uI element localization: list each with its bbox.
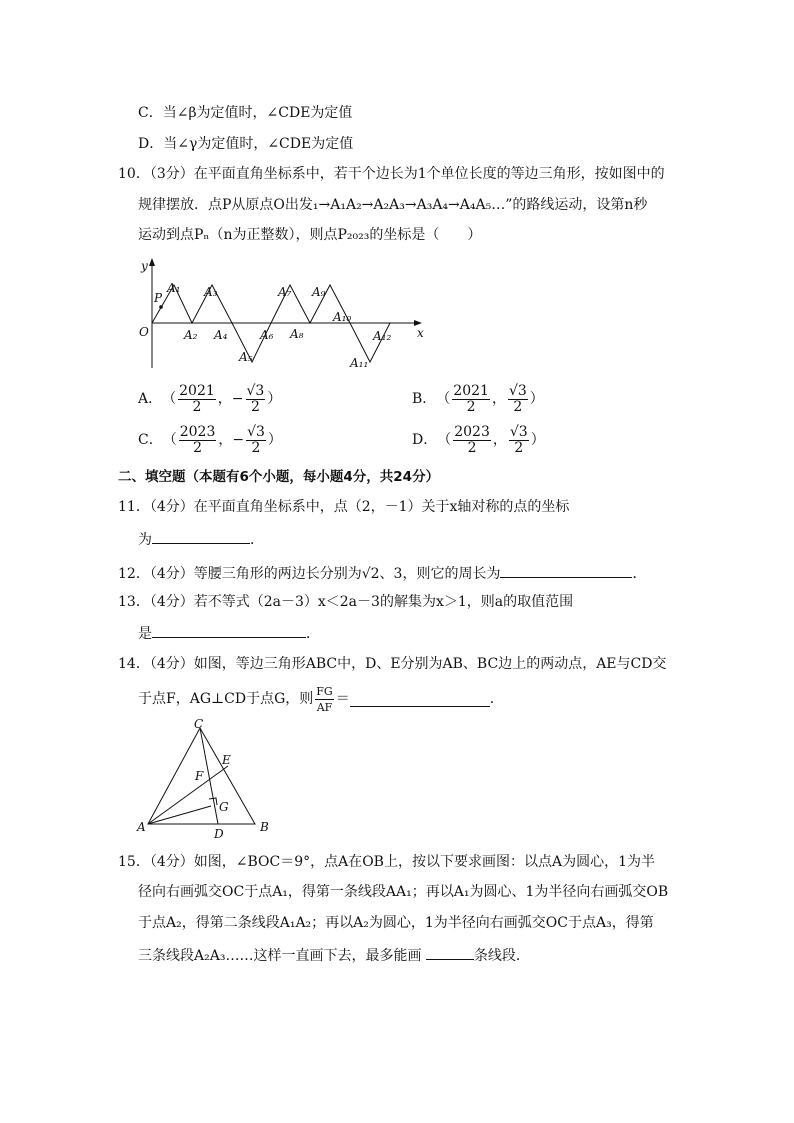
q10-option-d: [412, 422, 545, 458]
option-d-y-den: 2: [514, 439, 524, 456]
close-paren: ）: [267, 391, 282, 407]
q14-e-label: E: [222, 753, 231, 767]
q15-line-4: [138, 944, 530, 966]
q15-prefix: 三条线段A₂A₃……这样一直画下去，最多能画: [138, 948, 422, 964]
q10-a9-label: A₉: [312, 285, 326, 299]
option-c-y-den: 2: [251, 439, 261, 456]
comma: ，: [218, 432, 233, 448]
option-d-y-fraction: [509, 425, 529, 456]
q10-a11-label: A₁₁: [350, 356, 369, 370]
q11-prefix: 为: [138, 532, 152, 548]
option-c-x-den: 2: [193, 439, 202, 456]
option-a-minus: −: [231, 391, 244, 407]
q10-a4-label: A₄: [214, 328, 228, 342]
option-c-y-num: √3: [247, 423, 265, 440]
option-b-x-num: 2021: [453, 382, 489, 399]
q15-line-2: 径向右画弧交OC于点A₁，得第一条线段AA₁；再以A₁为圆心、1为半径向右画弧交OB: [138, 884, 669, 900]
q15-suffix: 条线段．: [473, 948, 530, 964]
q11-end: ．: [250, 532, 264, 548]
q10-origin-label: O: [139, 325, 149, 339]
option-a-x-num: 2021: [179, 382, 215, 399]
q10-a3-label: A₃: [204, 285, 218, 299]
q14-b-label: B: [260, 820, 269, 834]
option-a-letter: A．: [138, 391, 163, 407]
close-paren: ）: [530, 432, 545, 448]
q10-a10-label: A₁₀: [333, 310, 352, 324]
q10-option-b: [412, 381, 544, 417]
q10-a7-label: A₇: [278, 285, 292, 299]
comma: ，: [217, 391, 232, 407]
q14-ratio-fraction: [315, 684, 333, 715]
q10-line-2: 规律摆放．点P从原点O出发₁→A₁A₂→A₂A₃→A₃A₄→A₄A₅…”的路线运动，设第n秒: [138, 197, 648, 213]
option-d-x-num: 2023: [454, 423, 490, 440]
option-c-x-fraction: [179, 425, 217, 456]
option-a-y-num: √3: [246, 382, 265, 399]
q13-line-1: 13．（4分）若不等式（2a－3）x＜2a－3的解集为x＞1，则a的取值范围: [118, 594, 574, 610]
q10-a5-label: A₅: [239, 350, 253, 364]
close-paren: ）: [267, 432, 282, 448]
option-b-y-den: 2: [513, 398, 523, 415]
q12-end: ．: [632, 566, 647, 582]
q13-prefix: 是: [138, 626, 152, 642]
q14-c-label: C: [194, 718, 204, 731]
comma: ，: [491, 391, 506, 407]
option-a-x-den: 2: [192, 398, 202, 415]
q9-option-c: C．当∠β为定值时，∠CDE为定值: [138, 105, 353, 121]
option-b-y-fraction: [508, 384, 528, 415]
option-d-x-fraction: [453, 425, 491, 456]
option-a-y-den: 2: [250, 398, 260, 415]
q9-option-d: D．当∠γ为定值时，∠CDE为定值: [138, 136, 354, 152]
q10-line-1: 10．（3分）在平面直角坐标系中，若干个边长为1个单位长度的等边三角形，按如图中的: [118, 166, 665, 182]
q15-line-3: 于点A₂，得第二条线段A₁A₂；再以A₂为圆心，1为半径向右画弧交OC于点A₃，得第: [138, 915, 654, 931]
q15-line-1: 15．（4分）如图，∠BOC＝9°，点A在OB上，按以下要求画图：以点A为圆心，1为半: [118, 854, 655, 870]
q14-answer-blank[interactable]: [350, 691, 490, 707]
q10-option-c: [138, 422, 282, 458]
q12-line: [118, 562, 646, 584]
option-c-letter: C．: [138, 432, 163, 448]
option-c-x-num: 2023: [179, 423, 216, 440]
q14-prefix: 于点F，AG⊥CD于点G，则: [138, 691, 314, 707]
open-paren: （: [162, 432, 177, 448]
q14-line-2: [138, 681, 504, 717]
option-c-y-fraction: [246, 425, 266, 456]
comma: ，: [492, 432, 507, 448]
q10-x-label: x: [417, 326, 424, 340]
q10-line-3: 运动到点Pₙ（n为正整数），则点P₂₀₂₃的坐标是（ ）: [138, 227, 482, 243]
q14-d-label: D: [214, 827, 224, 841]
open-paren: （: [162, 391, 177, 407]
open-paren: （: [437, 432, 452, 448]
q13-end: ．: [306, 626, 320, 642]
option-b-x-den: 2: [466, 398, 476, 415]
q10-a8-label: A₈: [290, 327, 304, 341]
option-a-y-fraction: [246, 384, 266, 415]
q10-figure: [130, 254, 430, 372]
option-d-x-den: 2: [467, 439, 477, 456]
q10-a1-label: A₁: [167, 281, 181, 295]
option-b-y-num: √3: [508, 382, 527, 399]
close-paren: ）: [529, 391, 544, 407]
q10-y-label: y: [141, 259, 148, 273]
q11-answer-blank[interactable]: [152, 528, 250, 544]
q14-figure: [132, 718, 282, 842]
q14-line-1: 14．（4分）如图，等边三角形ABC中，D、E分别为AB、BC边上的两动点，AE与CD交: [118, 656, 667, 672]
q14-equals: ＝: [335, 691, 350, 707]
q14-f-label: F: [195, 769, 204, 783]
option-b-x-fraction: [452, 384, 490, 415]
q11-line-2: [138, 528, 264, 550]
q14-end: ．: [489, 691, 504, 707]
section-2-heading: 二、填空题（本题有6个小题，每小题4分，共24分）: [118, 469, 440, 485]
q10-option-a: [138, 381, 281, 417]
option-a-x-fraction: [178, 384, 216, 415]
option-d-y-num: √3: [509, 423, 528, 440]
q14-a-label: A: [137, 820, 146, 834]
q14-ratio-den: AF: [316, 700, 333, 714]
q15-answer-blank[interactable]: [426, 944, 474, 960]
option-d-letter: D．: [412, 432, 438, 448]
q10-a6-label: A₆: [260, 328, 274, 342]
q14-ratio-num: FG: [316, 684, 333, 698]
q13-line-2: [138, 622, 320, 644]
open-paren: （: [436, 391, 451, 407]
q13-answer-blank[interactable]: [152, 622, 306, 638]
q10-a2-label: A₂: [184, 328, 198, 342]
option-b-letter: B．: [412, 391, 437, 407]
q10-a12-label: A₁₂: [373, 329, 392, 343]
q10-p-label: P: [154, 291, 163, 305]
q12-prefix: 12．（4分）等腰三角形的两边长分别为√2、3，则它的周长为: [118, 566, 501, 582]
q12-answer-blank[interactable]: [500, 562, 632, 578]
q14-g-label: G: [219, 800, 229, 814]
q11-line-1: 11．（4分）在平面直角坐标系中，点（2，－1）关于x轴对称的点的坐标: [118, 499, 570, 515]
option-c-minus: −: [232, 432, 245, 448]
